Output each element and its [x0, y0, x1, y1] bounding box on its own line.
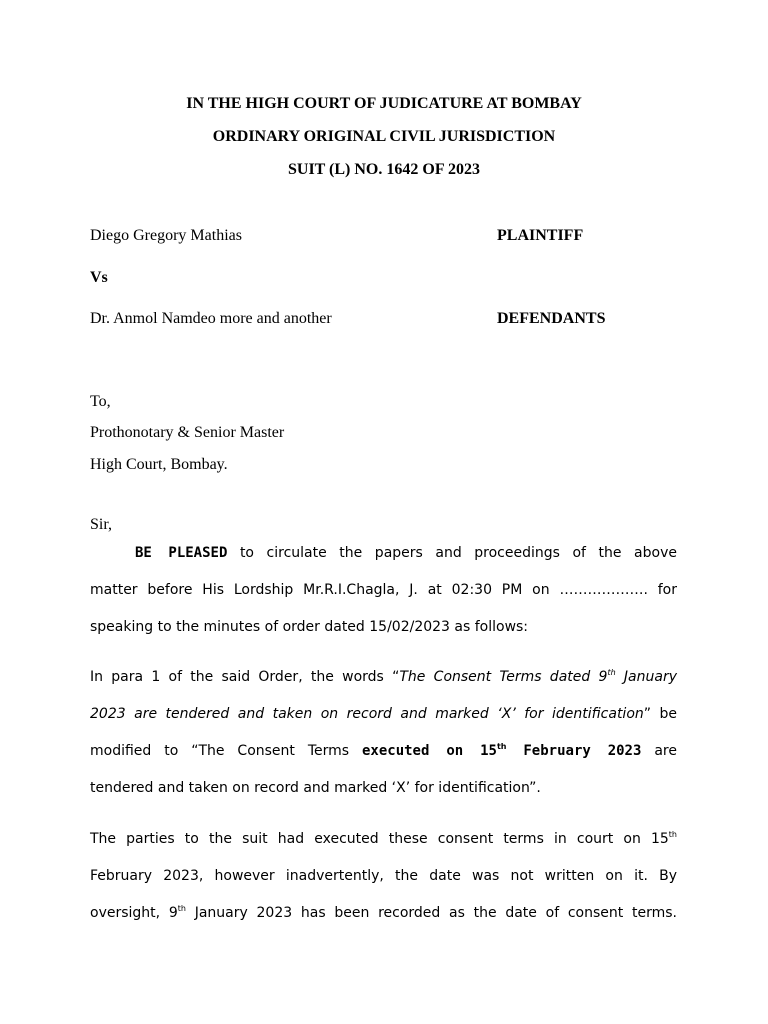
defendant-name: Dr. Anmol Namdeo more and another: [90, 310, 332, 327]
paragraph-modification-line-3: [90, 733, 677, 770]
addressee-to: To,: [90, 393, 111, 410]
explanation-text-3b: January 2023 has been recorded as the date of consent terms.: [185, 905, 677, 921]
explanation-text-3a: oversight, 9: [90, 905, 178, 921]
paragraph-explanation-line-1: [90, 821, 677, 858]
modification-be-text: ” be: [643, 706, 677, 722]
court-title: IN THE HIGH COURT OF JUDICATURE AT BOMBAY: [186, 95, 582, 112]
suit-number: SUIT (L) NO. 1642 OF 2023: [287, 161, 480, 178]
plaintiff-name: Diego Gregory Mathias: [90, 227, 242, 244]
versus-label: Vs: [90, 269, 108, 286]
superscript-th: th: [496, 742, 507, 751]
salutation: Sir,: [90, 516, 113, 533]
paragraph-request-line-1: [90, 535, 677, 572]
superscript-th: th: [607, 668, 616, 677]
superscript-th: th: [668, 830, 677, 839]
executed-on-text: executed on 15: [361, 743, 497, 759]
addressee-office: Prothonotary & Senior Master: [90, 424, 285, 441]
paragraph-request-line-3: speaking to the minutes of order dated 15/02/2023 as follows:: [90, 619, 529, 635]
paragraph-explanation: [90, 821, 677, 932]
modification-intro-text: In para 1 of the said Order, the words “: [90, 669, 400, 685]
paragraph-request-line-1-text: to circulate the papers and proceedings of the above: [227, 545, 677, 561]
original-words-text-1: The Consent Terms dated 9: [399, 669, 608, 685]
february-date-text: February 2023: [506, 743, 642, 759]
original-words-text-3: 2023 are tendered and taken on record and marked ‘X’ for identification: [90, 706, 644, 722]
paragraph-modification: [90, 659, 677, 807]
are-text: are: [641, 743, 677, 759]
addressee-court: High Court, Bombay.: [90, 456, 228, 473]
plaintiff-role: PLAINTIFF: [497, 227, 584, 244]
be-pleased-text: BE PLEASED: [135, 545, 228, 561]
superscript-th: th: [177, 904, 186, 913]
modified-to-text: modified to “The Consent Terms: [90, 743, 362, 759]
paragraph-modification-line-2: [90, 696, 677, 733]
paragraph-explanation-line-2: February 2023, however inadvertently, the date was not written on it. By: [90, 868, 677, 884]
paragraph-explanation-line-3: [90, 895, 677, 932]
defendant-role: DEFENDANTS: [497, 310, 606, 327]
original-words-text-2: January: [615, 669, 677, 685]
paragraph-modification-line-1: [90, 659, 677, 696]
jurisdiction-title: ORDINARY ORIGINAL CIVIL JURISDICTION: [212, 128, 556, 145]
paragraph-modification-line-4: tendered and taken on record and marked ‘X’ for identification”.: [90, 780, 541, 796]
explanation-text-1: The parties to the suit had executed these consent terms in court on 15: [90, 831, 669, 847]
paragraph-request: [90, 535, 677, 646]
paragraph-request-line-2: matter before His Lordship Mr.R.I.Chagla, J. at 02:30 PM on ………………. for: [90, 582, 677, 598]
